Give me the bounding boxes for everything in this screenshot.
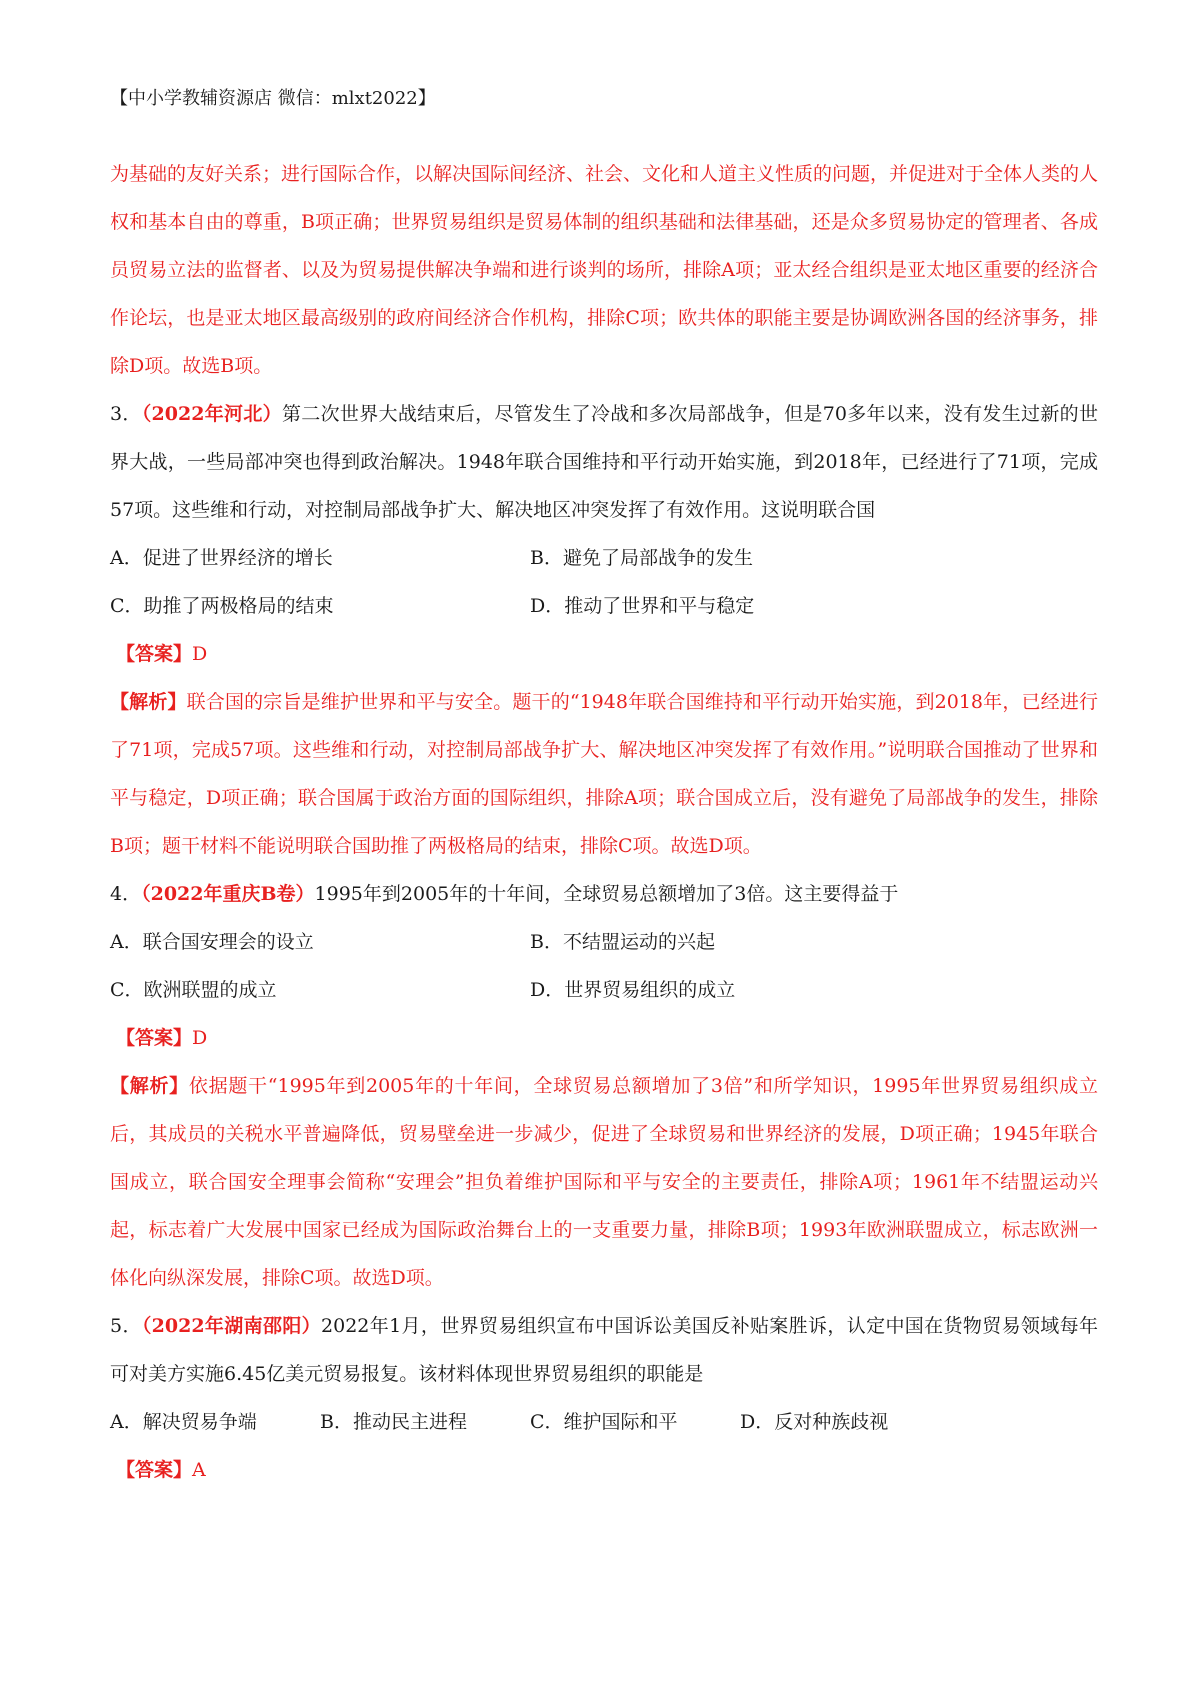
question-4 [110, 870, 1098, 1302]
question-3 [110, 390, 1098, 870]
answer-line [110, 630, 1098, 678]
question-number: 3． [110, 403, 142, 425]
question-number: 5． [110, 1315, 142, 1337]
option-b: B．避免了局部战争的发生 [530, 547, 753, 569]
option-d: D．世界贸易组织的成立 [530, 979, 736, 1001]
answer-tag: 【答案】 [116, 1459, 193, 1481]
explanation [110, 1062, 1098, 1302]
option-a: A．联合国安理会的设立 [110, 931, 314, 953]
answer-line [110, 1446, 1098, 1494]
explanation-text: 联合国的宗旨是维护世界和平与安全。题干的“1948年联合国维持和平行动开始实施，到2018年，已经进行了71项，完成57项。这些维和行动，对控制局部战争扩大、解决地区冲突发挥了有效作用。”说明联合国推动了世界和平与稳定，D项正确；联合国属于政治方面的国际组织，排除A项；联合国成立后，没有避免了局部战争的发生，排除B项；题干材料不能说明联合国助推了两极格局的结束，排除C项。故选D项。 [110, 691, 1098, 857]
option-d: D．推动了世界和平与稳定 [530, 595, 755, 617]
options-group [110, 1398, 1098, 1446]
question-text: 第二次世界大战结束后，尽管发生了冷战和多次局部战争，但是70多年以来，没有发生过新的世界大战，一些局部冲突也得到政治解决。1948年联合国维持和平行动开始实施，到2018年，已经进行了71项，完成57项。这些维和行动，对控制局部战争扩大、解决地区冲突发挥了有效作用。这说明联合国 [110, 403, 1098, 521]
answer-value: D [192, 643, 208, 665]
option-d: D．反对种族歧视 [740, 1411, 889, 1433]
question-source: （2022年重庆B卷） [141, 883, 315, 905]
answer-tag: 【答案】 [116, 643, 193, 665]
explanation-tag: 【解析】 [110, 691, 187, 713]
question-text: 1995年到2005年的十年间，全球贸易总额增加了3倍。这主要得益于 [314, 883, 899, 905]
answer-value: D [192, 1027, 208, 1049]
option-a: A．促进了世界经济的增长 [110, 547, 333, 569]
question-text: 2022年1月，世界贸易组织宣布中国诉讼美国反补贴案胜诉，认定中国在货物贸易领域每年可对美方实施6.45亿美元贸易报复。该材料体现世界贸易组织的职能是 [110, 1315, 1098, 1385]
question-source: （2022年湖南邵阳） [141, 1315, 322, 1337]
option-a: A．解决贸易争端 [110, 1411, 257, 1433]
question-source: （2022年河北） [141, 403, 282, 425]
explanation [110, 678, 1098, 870]
answer-value: A [192, 1459, 206, 1481]
option-c: C．助推了两极格局的结束 [110, 595, 334, 617]
option-b: B．不结盟运动的兴起 [530, 931, 715, 953]
answer-tag: 【答案】 [116, 1027, 193, 1049]
question-stem [110, 870, 1098, 918]
answer-line [110, 1014, 1098, 1062]
explanation-text: 依据题干“1995年到2005年的十年间，全球贸易总额增加了3倍”和所学知识，1995年世界贸易组织成立后，其成员的关税水平普遍降低，贸易壁垒进一步减少，促进了全球贸易和世界经济的发展，D项正确；1945年联合国成立，联合国安全理事会简称“安理会”担负着维护国际和平与安全的主要责任，排除A项；1961年不结盟运动兴起，标志着广大发展中国家已经成为国际政治舞台上的一支重要力量，排除B项；1993年欧洲联盟成立，标志欧洲一体化向纵深发展，排除C项。故选D项。 [110, 1075, 1098, 1289]
question-5 [110, 1302, 1098, 1494]
option-b: B．推动民主进程 [320, 1411, 467, 1433]
question-stem [110, 390, 1098, 534]
option-c: C．维护国际和平 [530, 1411, 678, 1433]
continued-explanation: 为基础的友好关系；进行国际合作，以解决国际间经济、社会、文化和人道主义性质的问题，并促进对于全体人类的人权和基本自由的尊重，B项正确；世界贸易组织是贸易体制的组织基础和法律基础，还是众多贸易协定的管理者、各成员贸易立法的监督者、以及为贸易提供解决争端和进行谈判的场所，排除A项；亚太经合组织是亚太地区重要的经济合作论坛，也是亚太地区最高级别的政府间经济合作机构，排除C项；欧共体的职能主要是协调欧洲各国的经济事务，排除D项。故选B项。 [110, 163, 1099, 377]
option-c: C．欧洲联盟的成立 [110, 979, 277, 1001]
explanation-tag: 【解析】 [110, 1075, 189, 1097]
content-body [110, 150, 1098, 1494]
question-number: 4． [110, 883, 142, 905]
page-header: 【中小学教辅资源店 微信：mlxt2022】 [110, 88, 436, 109]
options-group [110, 918, 1098, 1014]
options-group [110, 534, 1098, 630]
question-stem [110, 1302, 1098, 1398]
